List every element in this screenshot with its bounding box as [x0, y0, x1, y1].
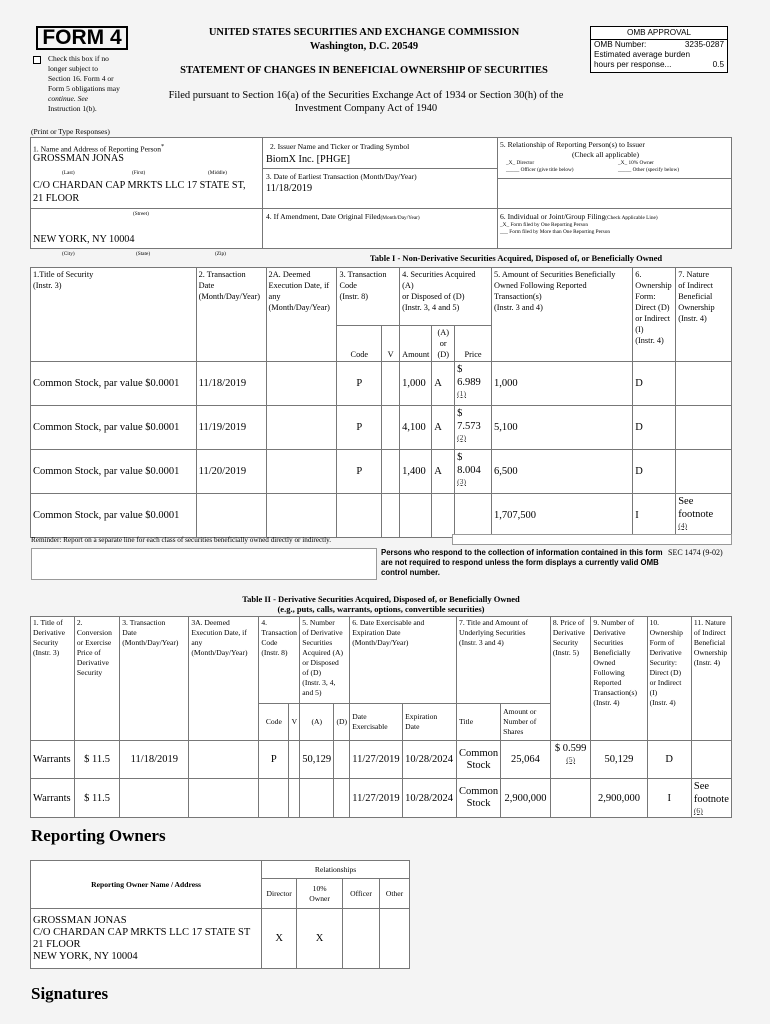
zip-label: (Zip) [215, 251, 226, 257]
reporting-person-address: C/O CHARDAN CAP MRKTS LLC 17 STATE ST, 21 FLOOR [33, 180, 246, 204]
footnote-link[interactable]: (1) [457, 389, 467, 398]
street-label: (Street) [133, 211, 149, 217]
footnote-link[interactable]: (2) [457, 433, 467, 442]
reporting-owners-table [30, 860, 410, 969]
signatures-heading: Signatures [31, 984, 109, 1003]
footnote-link[interactable]: (5) [566, 755, 576, 764]
reminder-notice-box [31, 548, 377, 580]
t1-header-owned: 5. Amount of Securities Beneficially Owned Following Reported Transaction(s) (Instr. 3 and 4) [491, 268, 632, 362]
t1-header-title: 1.Title of Security (Instr. 3) [31, 268, 197, 362]
t2-header-ownership-form: 10. Ownership Form of Derivative Security: Direct (D) or Indirect (I) (Instr. 4) [647, 617, 691, 741]
t2-header-number: 5. Number of Derivative Securities Acquired (A) or Disposed of (D) (Instr. 3, 4, and 5) [300, 617, 350, 704]
t2-subheader-title: Title [457, 704, 501, 741]
sec-heading: UNITED STATES SECURITIES AND EXCHANGE COMMISSION Washington, D.C. 20549 [208, 27, 520, 52]
relationship-label: 5. Relationship of Reporting Person(s) to Issuer [500, 140, 645, 149]
officer-header: Officer [343, 879, 380, 909]
officer-check: _____ Officer (give title below) [506, 167, 574, 173]
t2-subheader-expiration: Expiration Date [403, 704, 457, 741]
filing-more-persons: ___ Form filed by More than One Reporting Person [500, 229, 611, 235]
owner-address: GROSSMAN JONAS C/O CHARDAN CAP MRKTS LLC 17 STATE ST 21 FLOOR NEW YORK, NY 10004 [31, 909, 262, 969]
footnote-link[interactable]: (3) [457, 477, 467, 486]
other-header: Other [379, 879, 409, 909]
t2-subheader-code: Code [259, 704, 289, 741]
t1-header-deemed-date: 2A. Deemed Execution Date, if any (Month/Day/Year) [266, 268, 337, 362]
table-row: Warrants $ 11.5 11/27/2019 10/28/2024 Common Stock 2,900,000 2,900,000 I See footnote (6) [31, 779, 732, 818]
middle-label: (Middle) [208, 170, 227, 176]
t2-subheader-amount: Amount or Number of Shares [501, 704, 551, 741]
t2-subheader-a: (A) [300, 704, 334, 741]
state-label: (State) [136, 251, 151, 257]
issuer-value: BiomX Inc. [PHGE] [266, 154, 351, 165]
persons-notice: Persons who respond to the collection of information contained in this form are not required to respond unless the form displays a currently valid OMB control number. [381, 548, 663, 577]
reporting-person-name: GROSSMAN JONAS [33, 153, 124, 164]
t1-header-ownership-form: 6. Ownership Form: Direct (D) or Indirect (I) (Instr. 4) [633, 268, 676, 362]
owner-mark: X [297, 909, 343, 969]
t2-header-price: 8. Price of Derivative Security (Instr. 5) [550, 617, 591, 741]
amendment-label: 4. If Amendment, Date Original Filed(Month/Day/Year) [266, 212, 420, 221]
earliest-date-value: 11/18/2019 [266, 183, 313, 194]
no-longer-subject-checkbox[interactable] [33, 56, 41, 64]
issuer-label: 2. Issuer Name and Ticker or Trading Symbol [270, 142, 410, 151]
omb-approval-box: OMB APPROVAL OMB Number: 3235-0287 Estimated average burden hours per response... 0.5 [590, 26, 728, 73]
individual-filing-label: 6. Individual or Joint/Group Filing(Check Applicable Line) [500, 212, 658, 221]
t1-subheader-v: V [382, 326, 400, 362]
t2-header-code: 4. Transaction Code (Instr. 8) [259, 617, 300, 704]
reporting-person-city: NEW YORK, NY 10004 [33, 234, 135, 245]
table1-title: Table I - Non-Derivative Securities Acquired, Disposed of, or Beneficially Owned [369, 253, 663, 263]
relationships-header: Relationships [262, 861, 410, 879]
table-row: Common Stock, par value $0.0001 11/20/2019 P 1,400 A $ 8.004 (3) 6,500 D [31, 450, 732, 494]
t1-header-date: 2. Transaction Date (Month/Day/Year) [196, 268, 266, 362]
t2-header-conversion: 2. Conversion or Exercise Price of Derivative Security [74, 617, 119, 741]
table-row [31, 909, 410, 969]
reminder-text: Reminder: Report on a separate line for each class of securities beneficially owned directly or indirectly. [31, 536, 332, 544]
director-check: _X_ Director [506, 160, 535, 166]
checkbox-note: Check this box if no longer subject to Section 16. Form 4 or Form 5 obligations may continue. See Instruction 1(b). [48, 54, 120, 113]
t1-header-acquired: 4. Securities Acquired (A) or Disposed of (D) (Instr. 3, 4 and 5) [400, 268, 492, 326]
filing-one-person: _X_ Form filed by One Reporting Person [500, 222, 588, 228]
filed-pursuant: Filed pursuant to Section 16(a) of the Securities Exchange Act of 1934 or Section 30(h) of the Investment Company Act of 1940 [168, 90, 564, 114]
t1-header-code: 3. Transaction Code (Instr. 8) [337, 268, 400, 326]
t1-subheader-amount: Amount [400, 326, 432, 362]
t2-subheader-date-exercisable: Date Exercisable [350, 704, 403, 741]
first-label: (First) [132, 170, 146, 176]
t2-header-date: 3. Transaction Date (Month/Day/Year) [120, 617, 189, 741]
t2-subheader-d: (D) [334, 704, 350, 741]
city-label: (City) [62, 251, 75, 257]
table2-derivative [30, 616, 732, 818]
t2-header-deemed-date: 3A. Deemed Execution Date, if any (Month/Day/Year) [189, 617, 259, 741]
owner-name-header: Reporting Owner Name / Address [31, 861, 262, 909]
last-label: (Last) [62, 170, 75, 176]
table-row: Common Stock, par value $0.0001 11/19/2019 P 4,100 A $ 7.573 (2) 5,100 D [31, 406, 732, 450]
t2-header-nature: 11. Nature of Indirect Beneficial Ownership (Instr. 4) [691, 617, 731, 741]
t1-subheader-price: Price [455, 326, 492, 362]
table-row: Common Stock, par value $0.0001 1,707,500 I See footnote (4) [31, 494, 732, 538]
t2-header-title: 1. Title of Derivative Security (Instr. 3) [31, 617, 75, 741]
footnote-link[interactable]: (4) [678, 521, 688, 530]
t1-header-nature: 7. Nature of Indirect Beneficial Ownership (Instr. 4) [676, 268, 732, 362]
table-row: Common Stock, par value $0.0001 11/18/2019 P 1,000 A $ 6.989 (1) 1,000 D [31, 362, 732, 406]
sec-form-number: SEC 1474 (9-02) [668, 548, 723, 557]
t2-header-owned: 9. Number of Derivative Securities Beneficially Owned Following Reported Transaction(s) (Instr. 4) [591, 617, 647, 741]
form-title: FORM 4 [36, 26, 128, 50]
t2-subheader-v: V [289, 704, 300, 741]
table1-non-derivative [30, 267, 732, 538]
ten-percent-owner-check: _X_ 10% Owner [618, 160, 654, 166]
table-row: Warrants $ 11.5 11/18/2019 P 50,129 11/27/2019 10/28/2024 Common Stock 25,064 $ 0.599 (5) 50,129 D [31, 741, 732, 779]
reminder-blank-box [452, 534, 732, 545]
table2-title: Table II - Derivative Securities Acquired, Disposed of, or Beneficially Owned (e.g., puts, calls, warrants, options, convertible securities) [242, 594, 520, 614]
footnote-link[interactable]: (6) [693, 806, 703, 815]
statement-title: STATEMENT OF CHANGES IN BENEFICIAL OWNERSHIP OF SECURITIES [180, 65, 548, 76]
ten-percent-owner-header: 10% Owner [297, 879, 343, 909]
earliest-date-label: 3. Date of Earliest Transaction (Month/Day/Year) [266, 172, 417, 181]
director-mark: X [262, 909, 297, 969]
other-check: _____ Other (specify below) [618, 167, 680, 173]
t2-header-exercisable: 6. Date Exercisable and Expiration Date (Month/Day/Year) [350, 617, 457, 704]
relationship-sub: (Check all applicable) [572, 150, 640, 159]
reporting-person-label: 1. Name and Address of Reporting Person* [33, 143, 165, 154]
t1-subheader-ad: (A) or (D) [432, 326, 455, 362]
t1-subheader-code: Code [337, 326, 382, 362]
t2-header-underlying: 7. Title and Amount of Underlying Securities (Instr. 3 and 4) [457, 617, 551, 704]
reporting-owners-heading: Reporting Owners [31, 826, 166, 845]
print-type-note: (Print or Type Responses) [31, 127, 110, 136]
director-header: Director [262, 879, 297, 909]
